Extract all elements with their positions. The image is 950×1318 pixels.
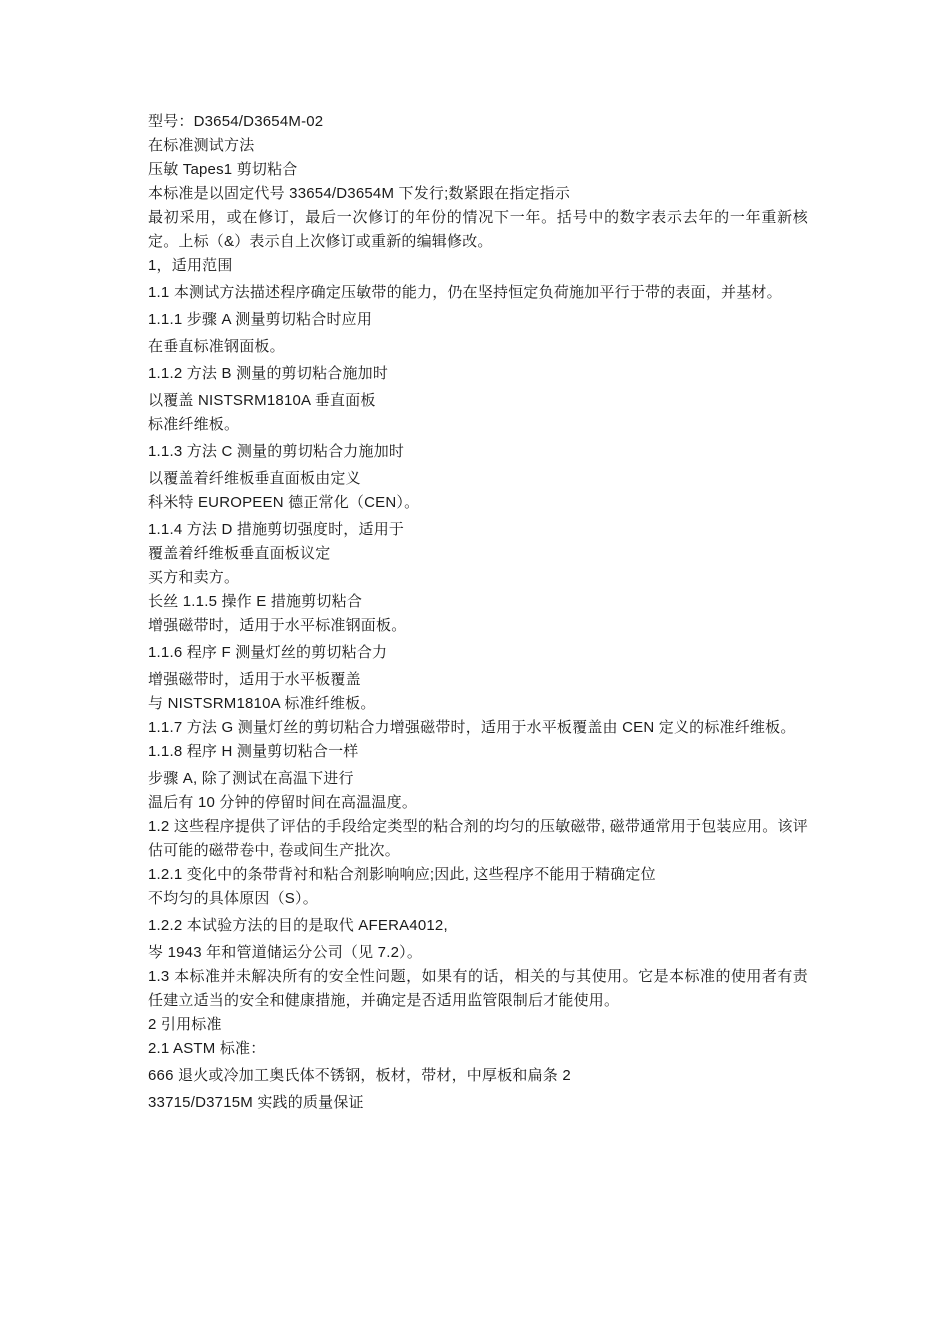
doc-line-1-1-1b: 在垂直标准钢面板。 xyxy=(148,338,285,355)
doc-heading-referenced: 2 引用标准 xyxy=(148,1016,222,1033)
doc-heading-scope: 1，适用范围 xyxy=(148,257,233,274)
doc-line-1-1-1: 1.1.1 步骤 A 测量剪切粘合时应用 xyxy=(148,311,373,328)
doc-line-1-1-4b: 覆盖着纤维板垂直面板议定 xyxy=(148,545,331,562)
doc-line-model: 型号：D3654/D3654M-02 xyxy=(148,113,324,130)
doc-line-title-1: 在标准测试方法 xyxy=(148,137,255,154)
doc-line-1-1-8: 1.1.8 程序 H 测量剪切粘合一样 xyxy=(148,743,359,760)
doc-line-1-1-6b: 增强磁带时，适用于水平板覆盖 xyxy=(148,671,361,688)
doc-line-2-1: 2.1 ASTM 标准： xyxy=(148,1040,266,1057)
doc-line-1-1-3c: 科米特 EUROPEEN 德正常化（CEN）。 xyxy=(148,494,420,511)
doc-line-1-1-2: 1.1.2 方法 B 测量的剪切粘合施加时 xyxy=(148,365,389,382)
doc-paragraph-1-3: 1.3 本标准并未解决所有的安全性问题，如果有的话，相关的与其使用。它是本标准的使用者有责任建立适当的安全和健康措施，并确定是否适用监管限制后才能使用。 xyxy=(148,968,808,1009)
doc-paragraph-1-1-7: 1.1.7 方法 G 测量灯丝的剪切粘合力增强磁带时，适用于水平板覆盖由 CEN 定义的标准纤维板。 xyxy=(148,719,796,736)
doc-line-1-1-6: 1.1.6 程序 F 测量灯丝的剪切粘合力 xyxy=(148,644,388,661)
doc-line-1-2-1: 1.2.1 变化中的条带背衬和粘合剂影响响应;因此, 这些程序不能用于精确定位 xyxy=(148,866,656,883)
doc-paragraph-1-1: 1.1 本测试方法描述程序确定压敏带的能力，仍在坚持恒定负荷施加平行于带的表面，并基材。 xyxy=(148,284,782,301)
doc-line-2-1-b: 33715/D3715M 实践的质量保证 xyxy=(148,1094,364,1111)
doc-line-1-1-5: 长丝 1.1.5 操作 E 措施剪切粘合 xyxy=(148,593,363,610)
doc-line-2-1-a: 666 退火或冷加工奥氏体不锈钢，板材，带材，中厚板和扁条 2 xyxy=(148,1067,571,1084)
doc-line-issued: 本标准是以固定代号 33654/D3654M 下发行;数紧跟在指定指示 xyxy=(148,185,571,202)
doc-line-1-1-2b: 以覆盖 NISTSRM1810A 垂直面板 xyxy=(148,392,376,409)
doc-line-1-2-1b: 不均匀的具体原因（S）。 xyxy=(148,890,318,907)
doc-line-1-1-3b: 以覆盖着纤维板垂直面板由定义 xyxy=(148,470,361,487)
doc-line-1-1-2c: 标准纤维板。 xyxy=(148,416,240,433)
doc-line-1-2-2b: 岑 1943 年和管道储运分公司（见 7.2）。 xyxy=(148,944,423,961)
doc-line-1-1-3: 1.1.3 方法 C 测量的剪切粘合力施加时 xyxy=(148,443,405,460)
doc-line-1-2-2: 1.2.2 本试验方法的目的是取代 AFERA4012, xyxy=(148,917,448,934)
doc-paragraph-1-2: 1.2 这些程序提供了评估的手段给定类型的粘合剂的均匀的压敏磁带, 磁带通常用于包装应用。该评估可能的磁带卷中, 卷或间生产批次。 xyxy=(148,818,808,859)
doc-line-title-2: 压敏 Tapes1 剪切粘合 xyxy=(148,161,298,178)
doc-line-1-1-5b: 增强磁带时，适用于水平标准钢面板。 xyxy=(148,617,407,634)
doc-line-1-1-4c: 买方和卖方。 xyxy=(148,569,240,586)
doc-line-1-1-8c: 温后有 10 分钟的停留时间在高温温度。 xyxy=(148,794,418,811)
doc-paragraph-adoption: 最初采用，或在修订，最后一次修订的年份的情况下一年。括号中的数字表示去年的一年重新核定。上标（&）表示自上次修订或重新的编辑修改。 xyxy=(148,209,808,250)
doc-line-1-1-4: 1.1.4 方法 D 措施剪切强度时，适用于 xyxy=(148,521,405,538)
doc-line-1-1-6c: 与 NISTSRM1810A 标准纤维板。 xyxy=(148,695,376,712)
document-body xyxy=(148,110,808,1115)
doc-line-1-1-8b: 步骤 A, 除了测试在高温下进行 xyxy=(148,770,354,787)
